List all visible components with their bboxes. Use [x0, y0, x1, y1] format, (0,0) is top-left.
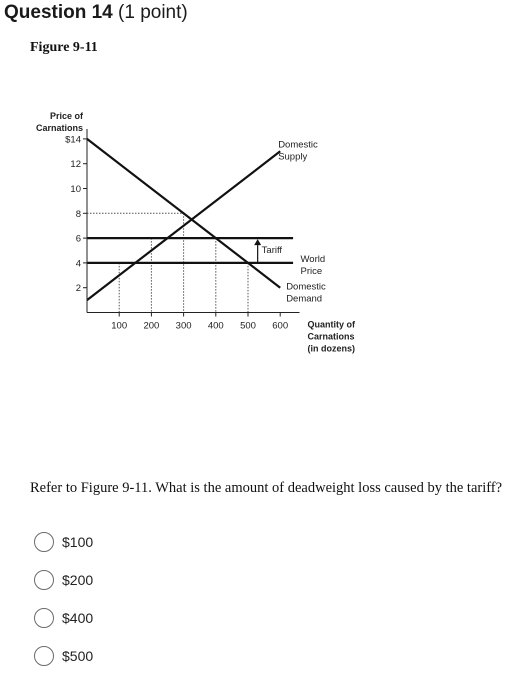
y-axis-title: Price of	[49, 111, 83, 121]
supply-label: Supply	[278, 151, 308, 163]
y-tick-label: 10	[70, 184, 81, 195]
world-price-label: World	[300, 253, 326, 265]
y-axis-title: Carnations	[35, 123, 83, 133]
radio-button[interactable]	[34, 532, 54, 552]
question-header	[4, 2, 188, 24]
radio-button[interactable]	[34, 570, 54, 590]
x-tick-label: 100	[111, 320, 128, 332]
y-tick-label: $14	[65, 134, 81, 146]
world-price-label: Price	[300, 265, 323, 277]
x-tick-label: 200	[143, 320, 160, 332]
demand-label: Domestic	[286, 281, 326, 293]
y-tick-label: 8	[75, 208, 81, 220]
figure-label: Figure 9-11	[30, 40, 98, 55]
option-label: $200	[62, 572, 94, 588]
question-points: (1 point)	[118, 2, 188, 23]
option-100[interactable]	[34, 523, 93, 561]
tariff-arrowhead	[254, 239, 261, 245]
question-text: Refer to Figure 9-11. What is the amount of deadweight loss caused by the tariff?	[30, 480, 503, 496]
y-tick-label: 2	[75, 283, 81, 295]
supply-label: Domestic	[278, 139, 318, 151]
radio-button[interactable]	[34, 646, 54, 666]
option-400[interactable]	[34, 599, 93, 637]
y-tick-label: 4	[75, 258, 81, 270]
option-label: $400	[62, 610, 94, 626]
answer-options	[34, 523, 93, 675]
option-label: $500	[62, 648, 94, 664]
y-tick-label: 12	[70, 159, 81, 171]
option-500[interactable]	[34, 637, 93, 675]
x-tick-label: 600	[272, 320, 289, 332]
option-200[interactable]	[34, 561, 93, 599]
tariff-chart	[0, 100, 526, 370]
radio-button[interactable]	[34, 608, 54, 628]
x-axis-title: Carnations	[307, 331, 355, 342]
x-tick-label: 300	[175, 320, 192, 332]
demand-label: Demand	[286, 293, 323, 305]
x-axis-title: (in dozens)	[307, 343, 356, 354]
option-label: $100	[62, 534, 94, 550]
x-tick-label: 500	[240, 320, 256, 332]
tariff-label: Tariff	[261, 245, 283, 257]
question-title: Question 14	[4, 2, 113, 23]
y-tick-label: 6	[75, 233, 81, 245]
x-axis-title: Quantity of	[307, 319, 356, 330]
x-tick-label: 400	[207, 320, 224, 332]
